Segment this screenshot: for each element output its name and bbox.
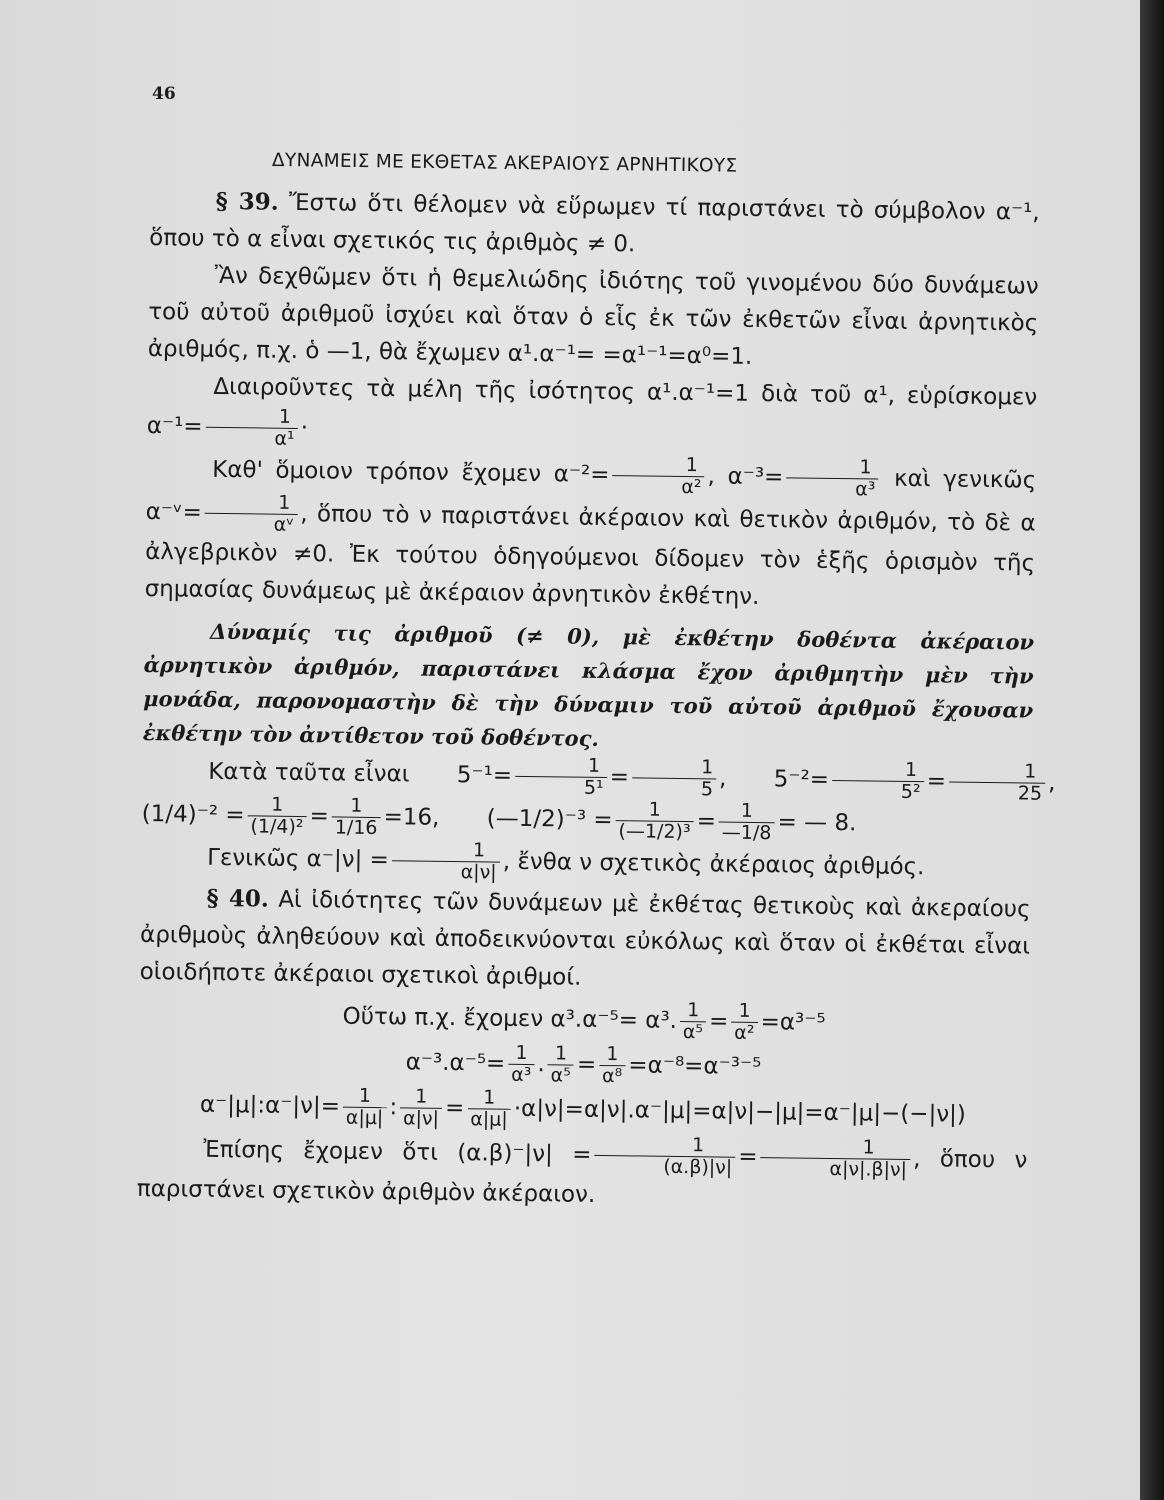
fraction: $\frac{1}{\alpha|\mu|}$ xyxy=(343,1086,387,1130)
book-spine-shadow xyxy=(1140,0,1164,1500)
fraction: $\frac{1}{\text{α⁵}}$ xyxy=(547,1043,574,1086)
fraction: $\frac{1}{(\alpha.\beta)|\nu|}$ xyxy=(594,1134,735,1179)
fraction: $\frac{1}{\text{5¹}}$ xyxy=(515,755,607,799)
fraction: $\frac{1}{5}$ xyxy=(632,756,717,800)
fraction: $\frac{1}{\alpha|\nu|}$ xyxy=(392,839,501,883)
section-39-label: § 39. xyxy=(215,187,279,216)
definition-text: Δύναμίς τις ἀριθμοῦ (≠ 0), μὲ ἐκθέτην δοθέντα ἀκέραιον ἀρνητικὸν ἀριθμόν, παριστάνει κλάσμα ἔχον ἀριθμητὴν μὲν τὴν μονάδα, παρονομαστὴν δὲ τὴν δύναμιν τοῦ αὐτοῦ ἀριθμοῦ ἔχουσαν ἐκθέτην τὸν ἀντίθετον τοῦ δοθέντος. xyxy=(142,618,1035,751)
fraction: $\frac{1}{\alpha|\mu|}$ xyxy=(467,1087,511,1131)
page-body xyxy=(136,182,1056,1220)
closing-paragraph: Ἐπίσης ἔχομεν ὅτι (α.β)⁻|ν| = $\frac{1}{(\alpha.\beta)|\nu|}$ = $\frac{1}{\alpha|\nu|.\beta|\nu|}$ , ὅπου ν παριστάνει σχετικὸν ἀριθμὸν ἀκέραιον. xyxy=(136,1134,1028,1208)
fraction: $\frac{1}{\text{(—1/2)³}}$ xyxy=(615,799,694,843)
fraction: $\frac{1}{\text{α²}}$ xyxy=(612,454,705,498)
section-40-label: § 40. xyxy=(206,884,270,913)
examples-line-1: Κατὰ ταῦτα εἶναι 5⁻¹= $\frac{1}{\text{5¹}}$ = $\frac{1}{5}$ , 5⁻²= $\frac{1}{\text{5²}}$ = $\frac{1}{25}$ , xyxy=(208,754,1056,805)
fraction: $\frac{1}{\text{α⁸}}$ xyxy=(599,1044,626,1087)
section-39-division: Διαιροῦντες τὰ μέλη τῆς ἰσότητος α¹.α⁻¹=1 διὰ τοῦ α¹, εὑρίσκομεν α⁻¹= $\frac{1}{\text{α¹}}$ · xyxy=(146,373,1038,450)
fraction: $\frac{1}{\text{α³}}$ xyxy=(786,456,879,500)
page-number: 46 xyxy=(152,84,176,104)
example-line-3: α⁻|μ|:α⁻|ν|= $\frac{1}{\alpha|\mu|}$ : $\frac{1}{\alpha|\nu|}$ = $\frac{1}{\alpha|\mu|}$ ·α|ν|=α|ν|.α⁻|μ|=α|ν|−|μ|=α⁻|μ|−(−|ν|) xyxy=(199,1084,967,1131)
fraction: $\frac{1}{25}$ xyxy=(949,761,1046,805)
section-40-intro: § 40. Αἱ ἰδιότητες τῶν δυνάμεων μὲ ἐκθέτας θετικοὺς καὶ ἀκεραίους ἀριθμοὺς ἀληθεύουν καὶ ἀποδεικνύονται εὐκόλως καὶ ὅταν οἱ ἐκθέται εἶναι οἱοιδήποτε ἀκέραιοι σχετικοὶ ἀριθμοί. xyxy=(139,884,1031,991)
fraction: $\frac{1}{—1/8}$ xyxy=(719,801,775,845)
fraction: $\frac{1}{\text{(1/4)²}}$ xyxy=(247,794,307,838)
fraction: $\frac{1}{1/16}$ xyxy=(332,795,381,839)
fraction: $\frac{1}{\alpha|\nu|.\beta|\nu|}$ xyxy=(760,1136,910,1181)
fraction: $\frac{1}{\text{5²}}$ xyxy=(832,759,924,803)
example-line-2: α⁻³.α⁻⁵= $\frac{1}{\text{α³}}$ . $\frac{1}{\text{α⁵}}$ = $\frac{1}{\text{α⁸}}$ =α⁻⁸=α⁻³⁻⁵ xyxy=(405,1041,762,1088)
example-line-1: Οὕτω π.χ. ἔχομεν α³.α⁻⁵= α³. $\frac{1}{\text{α⁵}}$ = $\frac{1}{\text{α²}}$ =α³⁻⁵ xyxy=(342,999,826,1044)
fraction: $\frac{1}{\text{αᵛ}}$ xyxy=(205,492,298,536)
general-rule: Γενικῶς α⁻|ν| = $\frac{1}{\alpha|\nu|}$ , ἔνθα ν σχετικὸς ἀκέραιος ἀριθμός. xyxy=(206,839,925,884)
section-39-intro: § 39. Ἔστω ὅτι θέλομεν νὰ εὕρωμεν τί παριστάνει τὸ σύμβολον α⁻¹, ὅπου τὸ α εἶναι σχετικός τις ἀριθμὸς ≠ 0. xyxy=(149,187,1040,258)
fraction: $\frac{1}{\text{α¹}}$ xyxy=(205,406,298,450)
examples-line-2: (1/4)⁻² = $\frac{1}{\text{(1/4)²}}$ = $\frac{1}{1/16}$ =16, (—1/2)⁻³ = $\frac{1}{\text{(—1/2)³}}$ = $\frac{1}{—1/8}$ = — 8. xyxy=(141,793,857,845)
running-head: ΔΥΝΑΜΕΙΣ ΜΕ ΕΚΘΕΤΑΣ ΑΚΕΡΑΙΟΥΣ ΑΡΝΗΤΙΚΟΥΣ xyxy=(271,150,738,177)
fraction: $\frac{1}{\text{α³}}$ xyxy=(508,1043,535,1086)
fraction: $\frac{1}{\text{α²}}$ xyxy=(731,1001,758,1044)
fraction: $\frac{1}{\alpha|\nu|}$ xyxy=(400,1086,443,1130)
fraction: $\frac{1}{\text{α⁵}}$ xyxy=(680,1000,707,1043)
section-39-assumption: Ἂν δεχθῶμεν ὅτι ἡ θεμελιώδης ἰδιότης τοῦ γινομένου δύο δυνάμεων τοῦ αὐτοῦ ἀριθμοῦ ἰσχύει καὶ ὅταν ὁ εἷς ἐκ τῶν ἐκθετῶν εἶναι ἀρνητικὸς ἀριθμός, π.χ. ὁ —1, θὰ ἔχωμεν α¹.α⁻¹= =α¹⁻¹=α⁰=1. xyxy=(147,262,1039,370)
section-39-general: Καθ' ὅμοιον τρόπον ἔχομεν α⁻²= $\frac{1}{\text{α²}}$ , α⁻³= $\frac{1}{\text{α³}}$ καὶ γενικῶς α⁻ᵛ= $\frac{1}{\text{αᵛ}}$ , ὅπου τὸ ν παριστάνει ἀκέραιον καὶ θετικὸν ἀριθμόν, τὸ δὲ α ἀλγεβρικὸν ≠0. Ἐκ τούτου ὁδηγούμενοι δίδομεν τὸν ἑξῆς ὁρισμὸν τῆς σημασίας δυνάμεως μὲ ἀκέραιον ἀρνητικὸν ἐκθέτην. xyxy=(144,454,1037,611)
